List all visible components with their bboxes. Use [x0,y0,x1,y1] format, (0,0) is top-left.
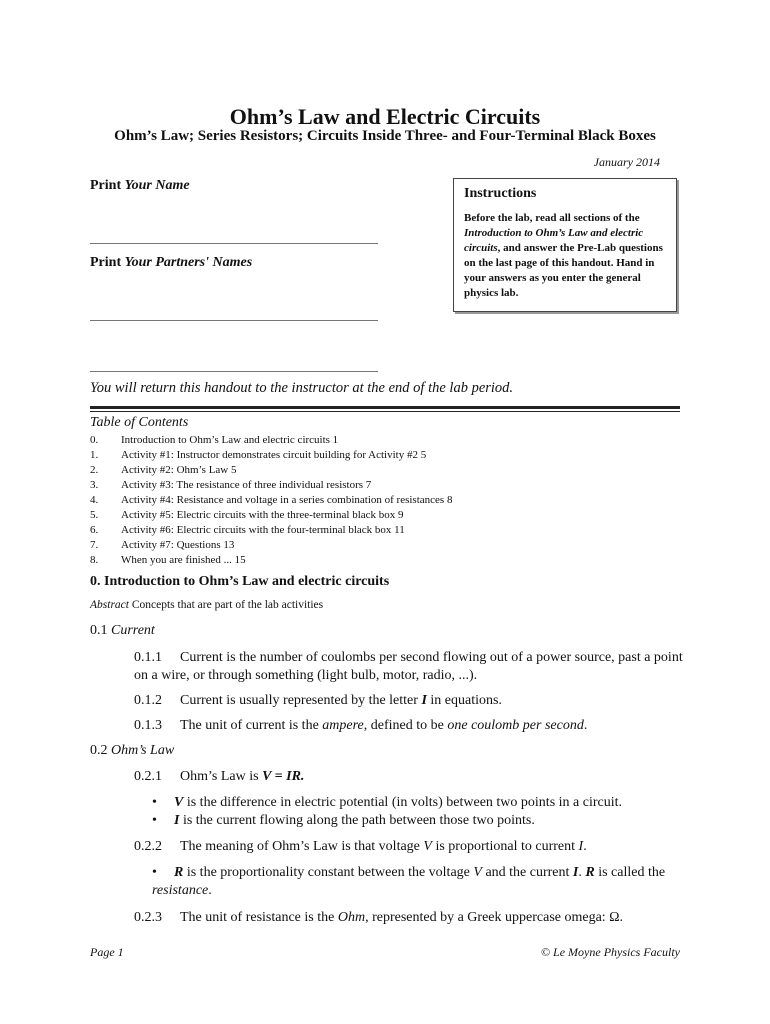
divider [90,406,680,409]
section-0-2-heading: 0.2 Ohm’s Law [90,743,175,758]
section-0-heading: 0. Introduction to Ohm’s Law and electric circuits [90,574,390,589]
name-label: Print Your Name [90,178,190,193]
partner-line-1[interactable] [90,320,378,321]
paragraph-0-2-1: 0.2.1 Ohm’s Law is V = IR. [134,769,305,784]
partner-line-2[interactable] [90,371,378,372]
instructions-heading: Instructions [464,186,537,201]
section-0-1-heading: 0.1 Current [90,623,155,638]
toc-item[interactable]: 1. Activity #1: Instructor demonstrates circuit building for Activity #2 5 [90,449,427,461]
copyright: © Le Moyne Physics Faculty [540,945,680,959]
divider-thin [90,411,680,412]
paragraph-0-1-1: 0.1.1 Current is the number of coulombs per second flowing out of a power source, past a point on a wire, or through something (light bulb, motor, radio, ...). [134,650,683,683]
toc-item[interactable]: 2. Activity #2: Ohm’s Law 5 [90,464,237,476]
document-title: Ohm’s Law and Electric Circuits [229,104,541,129]
paragraph-0-1-2: 0.1.2 Current is usually represented by the letter I in equations. [134,693,502,708]
paragraph-0-1-3: 0.1.3 The unit of current is the ampere, defined to be one coulomb per second. [134,718,588,733]
bullet-item: • R is the proportionality constant between the voltage V and the current I. R is called the resistance. [152,865,666,898]
toc-item[interactable]: 0. Introduction to Ohm’s Law and electric circuits 1 [90,434,339,446]
document-subtitle: Ohm’s Law; Series Resistors; Circuits Inside Three- and Four-Terminal Black Boxes [114,128,656,144]
toc-item[interactable]: 8. When you are finished ... 15 [90,554,246,566]
name-line[interactable] [90,243,378,244]
toc-item[interactable]: 7. Activity #7: Questions 13 [90,539,235,551]
toc-item[interactable]: 4. Activity #4: Resistance and voltage in a series combination of resistances 8 [90,494,453,506]
partners-label: Print Your Partners' Names [90,255,253,270]
instructions-box [453,178,677,312]
return-note: You will return this handout to the instructor at the end of the lab period. [90,380,514,396]
document-date: January 2014 [593,155,660,169]
toc-item[interactable]: 3. Activity #3: The resistance of three individual resistors 7 [90,479,372,491]
page-number: Page 1 [90,945,124,959]
bullet-item: • I is the current flowing along the path between those two points. [152,813,535,828]
table-of-contents [90,433,650,568]
toc-item[interactable]: 6. Activity #6: Electric circuits with the four-terminal black box 11 [90,524,405,536]
toc-item[interactable]: 5. Activity #5: Electric circuits with the three-terminal black box 9 [90,509,404,521]
instructions-text: Before the lab, read all sections of the Introduction to Ohm’s Law and electric circuits, and answer the Pre-Lab questions on the last page of this handout. Hand in your answers as you enter the general physics lab. [464,212,663,299]
toc-title: Table of Contents [90,415,189,430]
paragraph-0-2-3: 0.2.3 The unit of resistance is the Ohm, represented by a Greek uppercase omega: Ω. [134,910,624,925]
bullet-item: • V is the difference in electric potential (in volts) between two points in a circuit. [152,795,622,810]
abstract: Abstract Concepts that are part of the lab activities [90,599,324,611]
paragraph-0-2-2: 0.2.2 The meaning of Ohm’s Law is that voltage V is proportional to current I. [134,839,587,854]
